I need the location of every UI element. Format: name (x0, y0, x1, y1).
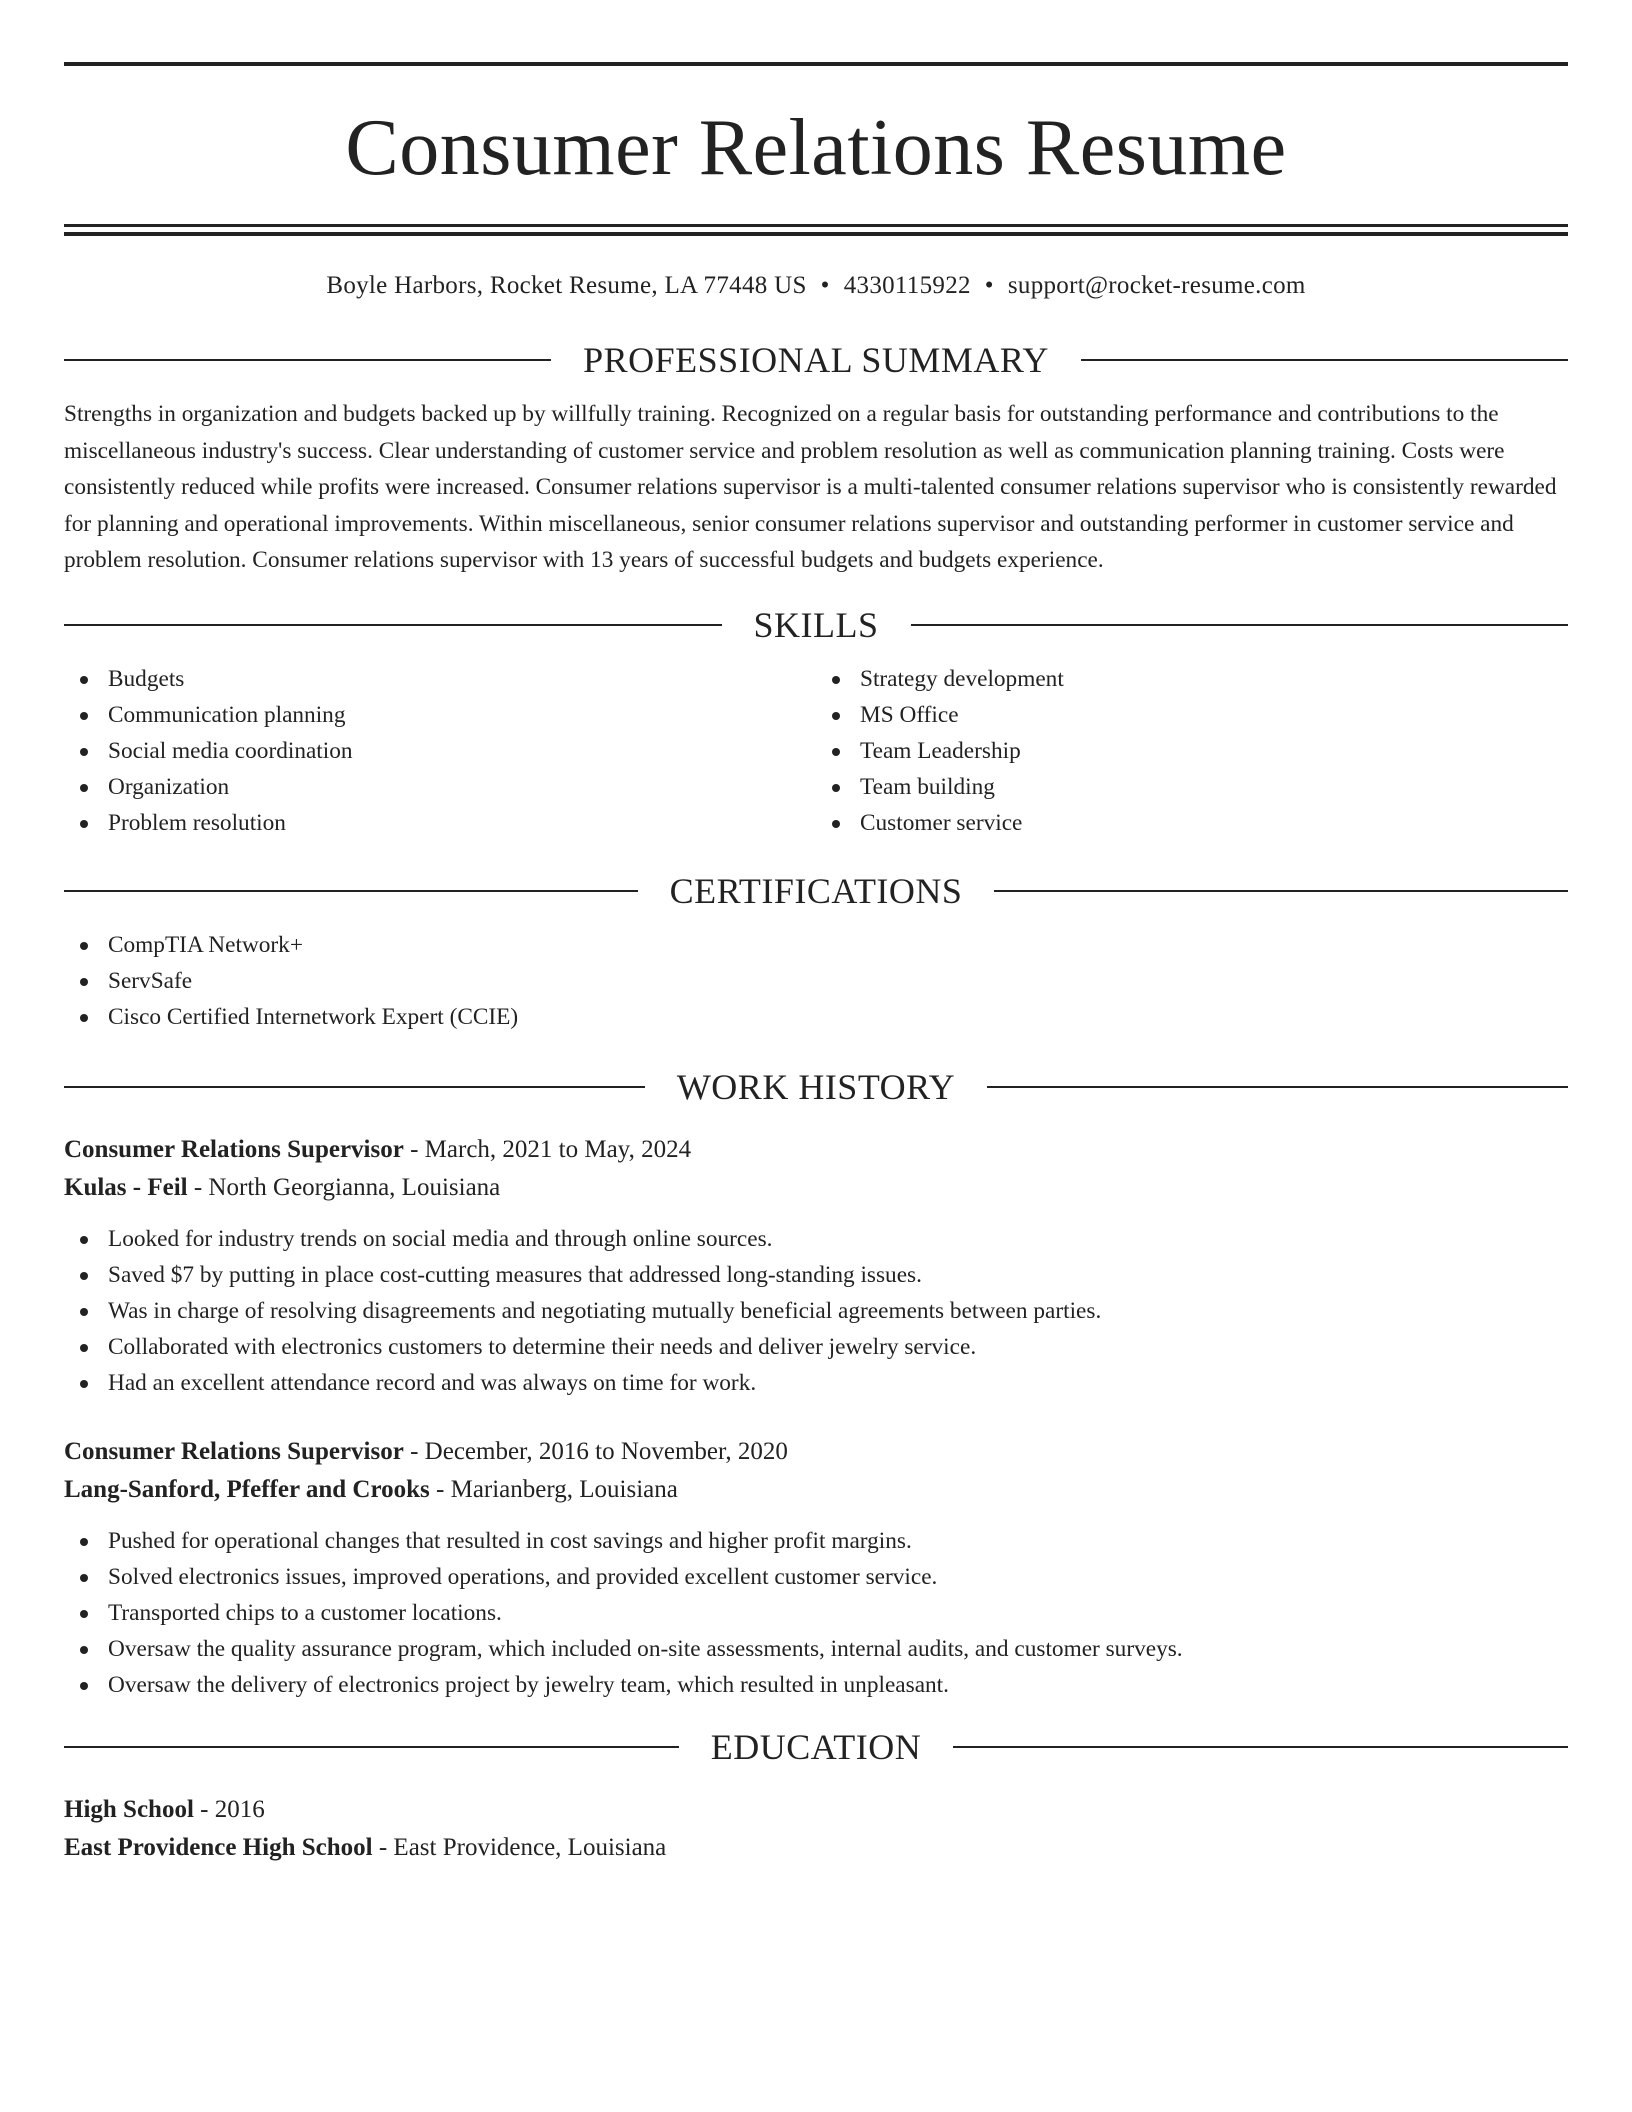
job-duty-item: Looked for industry trends on social media and through online sources. (64, 1221, 1568, 1257)
job-duty-item: Pushed for operational changes that resulted in cost savings and higher profit margins. (64, 1523, 1568, 1559)
skill-item: Communication planning (64, 697, 816, 733)
section-title: SKILLS (753, 604, 879, 645)
job-location: - Marianberg, Louisiana (429, 1475, 678, 1503)
contact-line (64, 270, 1568, 302)
skill-item: MS Office (816, 697, 1568, 733)
section-rule (64, 624, 722, 626)
section-title: PROFESSIONAL SUMMARY (583, 340, 1049, 380)
skill-item: Team building (816, 769, 1568, 805)
education-school: East Providence High School (64, 1833, 373, 1861)
certifications-list (64, 927, 1568, 1035)
education-degree: High School (64, 1795, 194, 1823)
contact-phone: 4330115922 (843, 272, 971, 299)
section-heading-summary (64, 338, 1568, 382)
job-duties-list (64, 1523, 1568, 1703)
section-rule (1081, 359, 1568, 361)
contact-email: support@rocket-resume.com (1007, 272, 1306, 299)
skill-item: Strategy development (816, 661, 1568, 697)
job-duty-item: Had an excellent attendance record and was always on time for work. (64, 1365, 1568, 1401)
education-year: - 2016 (193, 1795, 265, 1823)
job-dates: - March, 2021 to May, 2024 (403, 1135, 692, 1163)
skills-column-right (816, 661, 1568, 841)
skill-item: Team Leadership (816, 733, 1568, 769)
skills-list-left (64, 661, 816, 841)
section-rule (64, 890, 638, 892)
section-title: CERTIFICATIONS (669, 870, 963, 911)
job-title: Consumer Relations Supervisor (64, 1437, 404, 1465)
job-duty-item: Oversaw the quality assurance program, which included on-site assessments, internal audits, and customer surveys. (64, 1631, 1568, 1667)
job-title-line (64, 1433, 1568, 1471)
education-degree-line (64, 1791, 1568, 1829)
contact-separator: • (984, 272, 994, 299)
skill-item: Budgets (64, 661, 816, 697)
job-duty-item: Saved $7 by putting in place cost-cutting measures that addressed long-standing issues. (64, 1257, 1568, 1293)
certification-item: ServSafe (64, 963, 1568, 999)
section-title: WORK HISTORY (676, 1066, 956, 1107)
contact-address: Boyle Harbors, Rocket Resume, LA 77448 US (326, 272, 807, 299)
job-duty-item: Oversaw the delivery of electronics project by jewelry team, which resulted in unpleasant. (64, 1667, 1568, 1703)
job-title: Consumer Relations Supervisor (64, 1135, 404, 1163)
education-school-line (64, 1829, 1568, 1867)
top-rule (64, 62, 1568, 66)
skill-item: Customer service (816, 805, 1568, 841)
job-duty-item: Collaborated with electronics customers to determine their needs and deliver jewelry service. (64, 1329, 1568, 1365)
section-heading-certifications (64, 869, 1568, 913)
certification-item: CompTIA Network+ (64, 927, 1568, 963)
job-title-line (64, 1131, 1568, 1169)
skill-item: Social media coordination (64, 733, 816, 769)
section-heading-education (64, 1725, 1568, 1769)
section-rule (911, 624, 1569, 626)
section-rule (994, 890, 1568, 892)
skill-item: Organization (64, 769, 816, 805)
section-rule (953, 1746, 1568, 1748)
job-entry (64, 1433, 1568, 1703)
skills-column-left (64, 661, 816, 841)
job-dates: - December, 2016 to November, 2020 (403, 1437, 788, 1465)
education-entry (64, 1791, 1568, 1867)
section-rule (987, 1086, 1568, 1088)
job-company: Kulas - Feil (64, 1173, 188, 1201)
job-duties-list (64, 1221, 1568, 1401)
job-company-line (64, 1471, 1568, 1509)
section-heading-skills (64, 603, 1568, 647)
section-heading-work-history (64, 1065, 1568, 1109)
certification-item: Cisco Certified Internetwork Expert (CCIE) (64, 999, 1568, 1035)
section-rule (64, 1746, 679, 1748)
skills-list-right (816, 661, 1568, 841)
skills-columns (64, 661, 1568, 841)
section-rule (64, 359, 551, 361)
job-duty-item: Was in charge of resolving disagreements and negotiating mutually beneficial agreements between parties. (64, 1293, 1568, 1329)
skill-item: Problem resolution (64, 805, 816, 841)
education-location: - East Providence, Louisiana (372, 1833, 667, 1861)
job-duty-item: Transported chips to a customer locations. (64, 1595, 1568, 1631)
job-entry (64, 1131, 1568, 1401)
job-duty-item: Solved electronics issues, improved operations, and provided excellent customer service. (64, 1559, 1568, 1595)
title-double-rule (64, 224, 1568, 236)
job-location: - North Georgianna, Louisiana (187, 1173, 501, 1201)
resume-title: Consumer Relations Resume (345, 104, 1287, 192)
contact-separator: • (820, 272, 830, 299)
job-company: Lang-Sanford, Pfeffer and Crooks (64, 1475, 430, 1503)
summary-text: Strengths in organization and budgets backed up by willfully training. Recognized on a regular basis for outstanding performance and contributions to the miscellaneous industry's success. Clear understanding of customer service and problem resolution as well as communication planning training. Costs were consistently reduced while profits were increased. Consumer relations supervisor is a multi-talented consumer relations supervisor who is consistently rewarded for planning and operational improvements. Within miscellaneous, senior consumer relations supervisor and outstanding performer in customer service and problem resolution. Consumer relations supervisor with 13 years of successful budgets and budgets experience. (64, 401, 1557, 573)
section-title: EDUCATION (710, 1726, 922, 1767)
section-rule (64, 1086, 645, 1088)
job-company-line (64, 1169, 1568, 1207)
